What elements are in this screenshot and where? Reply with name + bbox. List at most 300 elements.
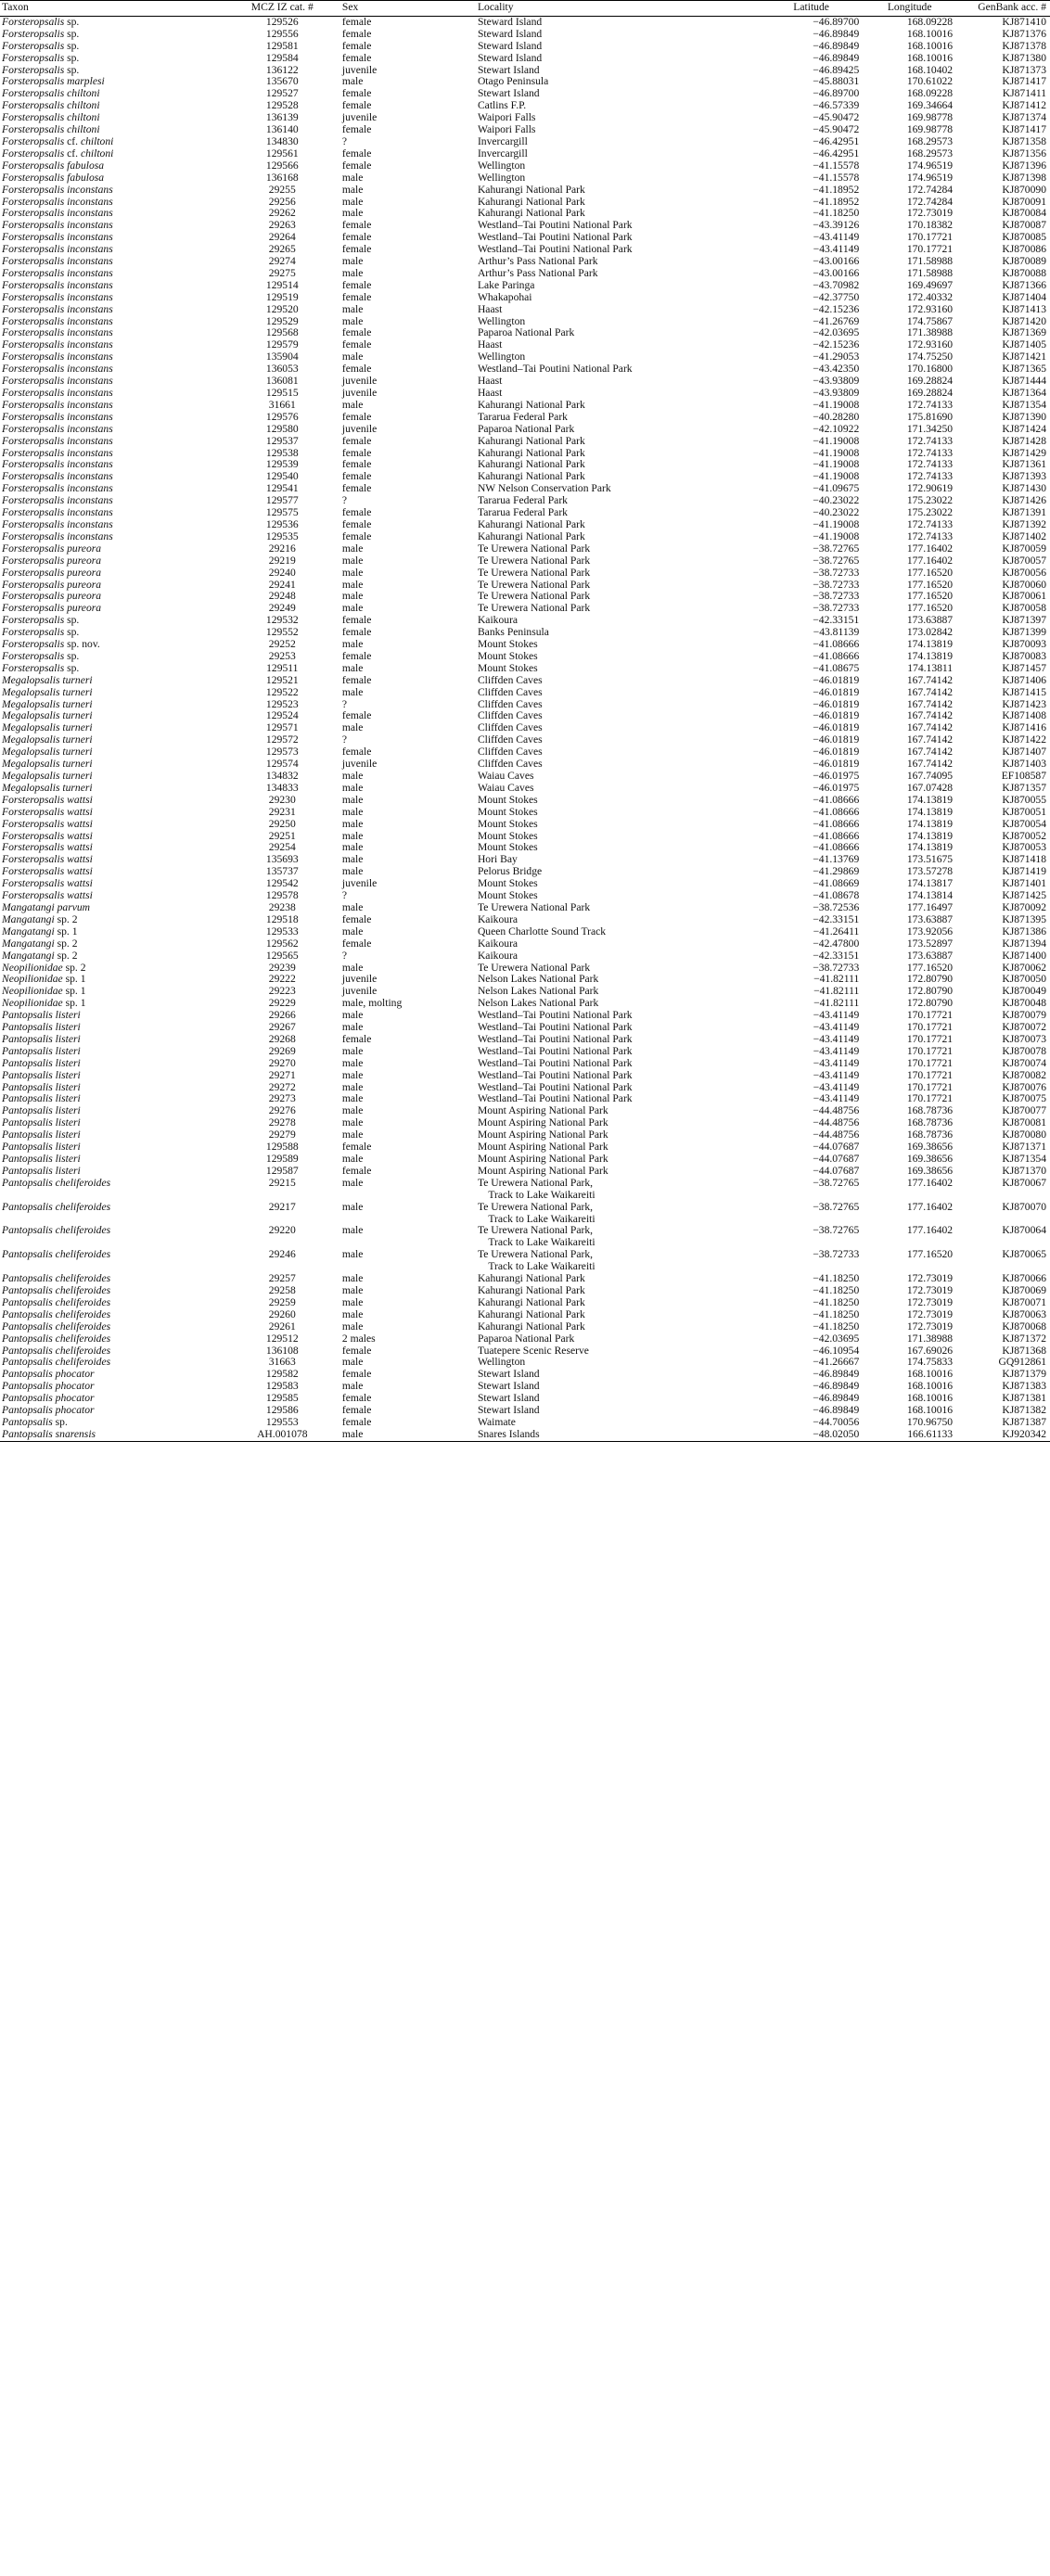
locality-cell: Mount Stokes — [477, 890, 538, 902]
sex-cell: female — [341, 327, 372, 339]
latitude-cell: −38.72733 — [813, 579, 860, 591]
table-row — [0, 866, 1050, 878]
cat-number-cell: 29261 — [268, 1320, 296, 1333]
latitude-cell: −38.72733 — [813, 962, 860, 974]
latitude-cell: −46.89700 — [813, 16, 860, 28]
latitude-cell: −44.48756 — [813, 1105, 860, 1117]
taxon-cell: Forsteropsalis inconstans — [2, 447, 113, 459]
longitude-cell: 167.74142 — [906, 686, 954, 698]
longitude-cell: 167.74142 — [906, 734, 954, 746]
taxon-cell: Forsteropsalis inconstans — [2, 351, 113, 363]
locality-cell: Cliffden Caves — [477, 710, 543, 722]
table-row — [0, 580, 1050, 592]
cat-number-cell: 135737 — [265, 866, 299, 878]
longitude-cell: 174.13819 — [906, 842, 954, 854]
longitude-cell: 177.16402 — [906, 1201, 954, 1213]
table-row — [0, 1129, 1050, 1141]
latitude-cell: −43.93809 — [813, 376, 860, 388]
table-row — [0, 687, 1050, 699]
taxon-cell: Neopilionidae sp. 1 — [2, 986, 86, 998]
sex-cell: female — [341, 100, 372, 112]
table-row — [0, 902, 1050, 914]
cat-number-cell: 136139 — [265, 112, 299, 124]
genbank-cell: KJ870083 — [1002, 650, 1046, 662]
locality-cell: Paparoa National Park — [477, 423, 575, 435]
longitude-cell: 172.74133 — [906, 435, 954, 447]
genbank-cell: KJ871386 — [1002, 925, 1046, 937]
taxon-cell: Forsteropsalis inconstans — [2, 495, 113, 507]
locality-cell: Tararua Federal Park — [477, 495, 568, 507]
latitude-cell: −45.88031 — [813, 76, 860, 88]
latitude-cell: −38.72536 — [813, 901, 860, 913]
taxon-cell: Pantopsalis snarensis — [2, 1428, 96, 1440]
longitude-cell: 168.09228 — [906, 88, 954, 100]
sex-cell: female — [341, 339, 372, 351]
table-row — [0, 316, 1050, 328]
longitude-cell: 174.13811 — [907, 662, 954, 674]
locality-cell: Kahurangi National Park — [477, 1308, 585, 1320]
sex-cell: male — [341, 1177, 364, 1189]
cat-number-cell: 129571 — [265, 722, 299, 734]
sex-cell: male — [341, 399, 364, 411]
genbank-cell: KJ871399 — [1002, 627, 1046, 639]
longitude-cell: 172.74133 — [906, 518, 954, 530]
table-row — [0, 53, 1050, 65]
locality-cell: Te Urewera National Park, Track to Lake Waikareiti — [477, 1249, 595, 1273]
longitude-cell: 168.10016 — [906, 1405, 954, 1417]
longitude-cell: 172.73019 — [906, 1296, 954, 1308]
latitude-cell: −38.72765 — [813, 1177, 860, 1189]
taxon-cell: Forsteropsalis chiltoni — [2, 88, 100, 100]
locality-cell: Kahurangi National Park — [477, 518, 585, 530]
table-row — [0, 1178, 1050, 1202]
locality-cell: Steward Island — [477, 28, 543, 40]
latitude-cell: −43.41149 — [813, 1045, 860, 1057]
sex-cell: female — [341, 530, 372, 542]
taxon-cell: Pantopsalis listeri — [2, 1154, 81, 1165]
taxon-cell: Pantopsalis cheliferoides — [2, 1177, 111, 1189]
taxon-cell: Forsteropsalis pureora — [2, 567, 102, 579]
cat-number-cell: 29240 — [268, 567, 296, 579]
genbank-cell: KJ871371 — [1002, 1141, 1046, 1154]
cat-number-cell: 129566 — [265, 159, 299, 172]
locality-cell: Otago Peninsula — [477, 76, 549, 88]
table-row — [0, 65, 1050, 77]
taxon-cell: Forsteropsalis wattsi — [2, 890, 93, 902]
longitude-cell: 172.73019 — [906, 208, 954, 220]
cat-number-cell: 129573 — [265, 746, 299, 759]
locality-cell: Westland–Tai Poutini National Park — [477, 1033, 633, 1045]
sex-cell: male — [341, 722, 364, 734]
taxon-cell: Forsteropsalis inconstans — [2, 459, 113, 471]
locality-cell: Westland–Tai Poutini National Park — [477, 220, 633, 232]
locality-cell: Stewart Island — [477, 1405, 540, 1417]
locality-cell: Waimate — [477, 1416, 516, 1428]
locality-cell: Mount Stokes — [477, 878, 538, 890]
cat-number-cell: 129586 — [265, 1405, 299, 1417]
table-row — [0, 1369, 1050, 1381]
latitude-cell: −46.01819 — [813, 674, 860, 686]
genbank-cell: KJ871413 — [1002, 303, 1046, 315]
table-row — [0, 1429, 1050, 1441]
locality-cell: Kahurangi National Park — [477, 399, 585, 411]
taxon-cell: Forsteropsalis sp. — [2, 64, 80, 76]
table-row — [0, 448, 1050, 460]
latitude-cell: −43.41149 — [813, 1033, 860, 1045]
sex-cell: juvenile — [341, 878, 378, 890]
genbank-cell: KJ870062 — [1002, 962, 1046, 974]
taxon-cell: Pantopsalis listeri — [2, 1022, 81, 1034]
latitude-cell: −42.47800 — [813, 937, 860, 950]
locality-cell: Mount Aspiring National Park — [477, 1154, 608, 1165]
taxon-cell: Pantopsalis cheliferoides — [2, 1201, 111, 1213]
locality-cell: Tararua Federal Park — [477, 507, 568, 519]
genbank-cell: KJ870060 — [1002, 579, 1046, 591]
taxon-cell: Pantopsalis cheliferoides — [2, 1225, 111, 1237]
sex-cell: female — [341, 1141, 372, 1154]
longitude-cell: 169.38656 — [906, 1141, 954, 1154]
locality-cell: Kahurangi National Park — [477, 1273, 585, 1285]
sex-cell: female — [341, 937, 372, 950]
sex-cell: female — [341, 291, 372, 303]
locality-cell: Kahurangi National Park — [477, 447, 585, 459]
longitude-cell: 173.63887 — [906, 615, 954, 627]
taxon-cell: Mangatangi sp. 1 — [2, 925, 78, 937]
latitude-cell: −43.00166 — [813, 256, 860, 268]
genbank-cell: KJ871383 — [1002, 1381, 1046, 1393]
locality-cell: Nelson Lakes National Park — [477, 974, 599, 986]
longitude-cell: 168.29573 — [906, 147, 954, 159]
table-row — [0, 651, 1050, 663]
cat-number-cell: 29268 — [268, 1033, 296, 1045]
cat-number-cell: 29216 — [268, 542, 296, 555]
locality-cell: Lake Paringa — [477, 279, 535, 291]
longitude-cell: 168.10402 — [906, 64, 954, 76]
taxon-cell: Forsteropsalis pureora — [2, 591, 102, 603]
genbank-cell: KJ871380 — [1002, 52, 1046, 64]
taxon-cell: Forsteropsalis pureora — [2, 542, 102, 555]
sex-cell: male — [341, 1117, 364, 1129]
table-row — [0, 567, 1050, 580]
locality-cell: Kaikoura — [477, 615, 519, 627]
longitude-cell: 167.74142 — [906, 698, 954, 710]
cat-number-cell: 29238 — [268, 901, 296, 913]
longitude-cell: 169.98778 — [906, 124, 954, 136]
table-row — [0, 974, 1050, 986]
longitude-cell: 177.16402 — [906, 542, 954, 555]
taxon-cell: Megalopsalis turneri — [2, 771, 93, 782]
taxon-cell: Megalopsalis turneri — [2, 734, 93, 746]
table-row — [0, 795, 1050, 807]
latitude-cell: −38.72765 — [813, 555, 860, 567]
longitude-cell: 168.10016 — [906, 52, 954, 64]
longitude-cell: 168.78736 — [906, 1117, 954, 1129]
sex-cell: female — [341, 52, 372, 64]
taxon-cell: Forsteropsalis inconstans — [2, 208, 113, 220]
taxon-cell: Forsteropsalis inconstans — [2, 483, 113, 495]
locality-cell: Te Urewera National Park — [477, 962, 591, 974]
genbank-cell: KJ870057 — [1002, 555, 1046, 567]
taxon-cell: Forsteropsalis inconstans — [2, 184, 113, 196]
cat-number-cell: 129521 — [265, 674, 299, 686]
cat-number-cell: 129527 — [265, 88, 299, 100]
locality-cell: Kahurangi National Park — [477, 530, 585, 542]
latitude-cell: −38.72765 — [813, 542, 860, 555]
genbank-cell: KJ870071 — [1002, 1296, 1046, 1308]
latitude-cell: −42.33151 — [813, 615, 860, 627]
locality-cell: Stewart Island — [477, 1393, 540, 1405]
latitude-cell: −41.18952 — [813, 184, 860, 196]
locality-cell: Tararua Federal Park — [477, 411, 568, 423]
taxon-cell: Pantopsalis cheliferoides — [2, 1249, 111, 1261]
cat-number-cell: 129552 — [265, 627, 299, 639]
genbank-cell: KJ870072 — [1002, 1022, 1046, 1034]
cat-number-cell: 29215 — [268, 1177, 296, 1189]
locality-cell: Kahurangi National Park — [477, 459, 585, 471]
latitude-cell: −43.41149 — [813, 1010, 860, 1022]
table-row — [0, 1117, 1050, 1129]
latitude-cell: −46.01819 — [813, 759, 860, 771]
taxon-cell: Forsteropsalis sp. — [2, 16, 80, 28]
sex-cell: male — [341, 208, 364, 220]
genbank-cell: KJ870081 — [1002, 1117, 1046, 1129]
taxon-cell: Forsteropsalis pureora — [2, 603, 102, 615]
sex-cell: female — [341, 147, 372, 159]
sex-cell: male — [341, 686, 364, 698]
sex-cell: female — [341, 1416, 372, 1428]
latitude-cell: −41.08675 — [813, 662, 860, 674]
latitude-cell: −41.18250 — [813, 1320, 860, 1333]
sex-cell: female — [341, 435, 372, 447]
sex-cell: male — [341, 818, 364, 830]
latitude-cell: −41.09675 — [813, 483, 860, 495]
taxon-cell: Forsteropsalis wattsi — [2, 866, 93, 878]
longitude-cell: 168.10016 — [906, 40, 954, 52]
table-row — [0, 363, 1050, 376]
longitude-cell: 177.16520 — [906, 591, 954, 603]
genbank-cell: KJ871376 — [1002, 28, 1046, 40]
latitude-cell: −41.08666 — [813, 842, 860, 854]
genbank-cell: KJ871395 — [1002, 913, 1046, 925]
locality-cell: Waiau Caves — [477, 771, 534, 782]
taxon-cell: Forsteropsalis inconstans — [2, 435, 113, 447]
locality-cell: Westland–Tai Poutini National Park — [477, 1069, 633, 1081]
taxon-cell: Pantopsalis phocator — [2, 1393, 95, 1405]
table-row — [0, 734, 1050, 746]
cat-number-cell: 29273 — [268, 1093, 296, 1105]
cat-number-cell: 129519 — [265, 291, 299, 303]
latitude-cell: −41.08669 — [813, 878, 860, 890]
latitude-cell: −43.39126 — [813, 220, 860, 232]
sex-cell: male — [341, 591, 364, 603]
cat-number-cell: 29272 — [268, 1081, 296, 1093]
taxon-cell: Forsteropsalis chiltoni — [2, 112, 100, 124]
sex-cell: male, molting — [341, 998, 403, 1010]
locality-cell: Mount Stokes — [477, 639, 538, 651]
latitude-cell: −43.81139 — [813, 627, 860, 639]
taxon-cell: Mangatangi sp. 2 — [2, 950, 78, 962]
longitude-cell: 170.17721 — [906, 1033, 954, 1045]
locality-cell: Steward Island — [477, 52, 543, 64]
table-row — [0, 412, 1050, 424]
latitude-cell: −46.01975 — [813, 771, 860, 782]
genbank-cell: KJ870066 — [1002, 1273, 1046, 1285]
longitude-cell: 169.38656 — [906, 1154, 954, 1165]
longitude-cell: 170.17721 — [906, 1081, 954, 1093]
sex-cell: male — [341, 854, 364, 866]
sex-cell: male — [341, 901, 364, 913]
cat-number-cell: 29262 — [268, 208, 296, 220]
genbank-cell: KJ870086 — [1002, 244, 1046, 256]
sex-cell: female — [341, 159, 372, 172]
locality-cell: Stewart Island — [477, 88, 540, 100]
latitude-cell: −46.89849 — [813, 1369, 860, 1381]
longitude-cell: 169.28824 — [906, 376, 954, 388]
sex-cell: female — [341, 411, 372, 423]
locality-cell: Westland–Tai Poutini National Park — [477, 1010, 633, 1022]
genbank-cell: KJ871425 — [1002, 890, 1046, 902]
latitude-cell: −41.19008 — [813, 459, 860, 471]
header-longitude: Longitude — [887, 1, 932, 13]
taxon-cell: Pantopsalis phocator — [2, 1369, 95, 1381]
sex-cell: male — [341, 1105, 364, 1117]
cat-number-cell: 29275 — [268, 267, 296, 279]
longitude-cell: 177.16402 — [906, 1177, 954, 1189]
longitude-cell: 170.18382 — [906, 220, 954, 232]
sex-cell: male — [341, 962, 364, 974]
sex-cell: male — [341, 542, 364, 555]
sex-cell: male — [341, 315, 364, 327]
taxon-cell: Forsteropsalis sp. — [2, 662, 80, 674]
longitude-cell: 170.17721 — [906, 1010, 954, 1022]
cat-number-cell: 129581 — [265, 40, 299, 52]
genbank-cell: KJ871426 — [1002, 495, 1046, 507]
taxon-cell: Pantopsalis listeri — [2, 1033, 81, 1045]
longitude-cell: 173.63887 — [906, 913, 954, 925]
taxon-cell: Pantopsalis cheliferoides — [2, 1296, 111, 1308]
sex-cell: juvenile — [341, 64, 378, 76]
latitude-cell: −41.19008 — [813, 435, 860, 447]
table-row — [0, 591, 1050, 603]
cat-number-cell: 31661 — [268, 399, 296, 411]
taxon-cell: Forsteropsalis inconstans — [2, 530, 113, 542]
cat-number-cell: 135670 — [265, 76, 299, 88]
cat-number-cell: 129568 — [265, 327, 299, 339]
locality-cell: Waipori Falls — [477, 112, 536, 124]
cat-number-cell: 31663 — [268, 1357, 296, 1369]
table-row — [0, 232, 1050, 244]
latitude-cell: −42.10922 — [813, 423, 860, 435]
longitude-cell: 172.93160 — [906, 339, 954, 351]
cat-number-cell: 29279 — [268, 1129, 296, 1141]
sex-cell: female — [341, 40, 372, 52]
latitude-cell: −46.89849 — [813, 1381, 860, 1393]
latitude-cell: −46.89425 — [813, 64, 860, 76]
genbank-cell: EF108587 — [1001, 771, 1046, 782]
cat-number-cell: 135693 — [265, 854, 299, 866]
sex-cell: male — [341, 172, 364, 184]
cat-number-cell: 29249 — [268, 603, 296, 615]
latitude-cell: −41.26667 — [813, 1357, 860, 1369]
table-row — [0, 519, 1050, 531]
sex-cell: male — [341, 196, 364, 208]
latitude-cell: −41.18952 — [813, 196, 860, 208]
longitude-cell: 166.61133 — [907, 1428, 954, 1440]
table-row — [0, 854, 1050, 866]
taxon-cell: Neopilionidae sp. 1 — [2, 998, 86, 1010]
genbank-cell: KJ871430 — [1002, 483, 1046, 495]
longitude-cell: 168.78736 — [906, 1105, 954, 1117]
taxon-cell: Pantopsalis phocator — [2, 1405, 95, 1417]
table-row — [0, 1357, 1050, 1369]
locality-cell: Waipori Falls — [477, 124, 536, 136]
latitude-cell: −43.41149 — [813, 1081, 860, 1093]
table-row — [0, 1141, 1050, 1154]
genbank-cell: KJ870052 — [1002, 830, 1046, 842]
genbank-cell: KJ871424 — [1002, 423, 1046, 435]
table-row — [0, 1082, 1050, 1094]
table-row — [0, 543, 1050, 555]
genbank-cell: KJ871400 — [1002, 950, 1046, 962]
latitude-cell: −44.70056 — [813, 1416, 860, 1428]
genbank-cell: KJ871378 — [1002, 40, 1046, 52]
sex-cell: male — [341, 256, 364, 268]
latitude-cell: −41.15578 — [813, 172, 860, 184]
sex-cell: female — [341, 674, 372, 686]
genbank-cell: KJ871397 — [1002, 615, 1046, 627]
table-row — [0, 1249, 1050, 1273]
taxon-cell: Pantopsalis cheliferoides — [2, 1357, 111, 1369]
locality-cell: Te Urewera National Park — [477, 567, 591, 579]
table-row — [0, 771, 1050, 783]
cat-number-cell: 129524 — [265, 710, 299, 722]
locality-cell: Snares Islands — [477, 1428, 540, 1440]
table-row — [0, 507, 1050, 519]
locality-cell: Cliffden Caves — [477, 746, 543, 759]
table-row — [0, 376, 1050, 388]
longitude-cell: 170.16800 — [906, 363, 954, 376]
taxon-cell: Forsteropsalis inconstans — [2, 518, 113, 530]
cat-number-cell: 29258 — [268, 1284, 296, 1296]
taxon-cell: Forsteropsalis chiltoni — [2, 100, 100, 112]
genbank-cell: KJ870080 — [1002, 1129, 1046, 1141]
table-row — [0, 675, 1050, 687]
locality-cell: Te Urewera National Park — [477, 603, 591, 615]
table-row — [0, 483, 1050, 495]
cat-number-cell: 29246 — [268, 1249, 296, 1261]
taxon-cell: Forsteropsalis inconstans — [2, 327, 113, 339]
cat-number-cell: 129579 — [265, 339, 299, 351]
genbank-cell: KJ871429 — [1002, 447, 1046, 459]
genbank-cell: KJ871391 — [1002, 507, 1046, 519]
genbank-cell: KJ871382 — [1002, 1405, 1046, 1417]
genbank-cell: KJ870078 — [1002, 1045, 1046, 1057]
genbank-cell: KJ870074 — [1002, 1057, 1046, 1069]
taxon-cell: Forsteropsalis sp. — [2, 52, 80, 64]
locality-cell: Kahurangi National Park — [477, 1320, 585, 1333]
latitude-cell: −41.08666 — [813, 830, 860, 842]
table-row — [0, 615, 1050, 627]
sex-cell: ? — [341, 495, 348, 507]
genbank-cell: KJ870084 — [1002, 208, 1046, 220]
table-row — [0, 1070, 1050, 1082]
latitude-cell: −41.08666 — [813, 639, 860, 651]
longitude-cell: 172.74133 — [906, 459, 954, 471]
genbank-cell: KJ870068 — [1002, 1320, 1046, 1333]
longitude-cell: 174.75867 — [906, 315, 954, 327]
latitude-cell: −43.42350 — [813, 363, 860, 376]
header-genbank: GenBank acc. # — [978, 1, 1046, 13]
